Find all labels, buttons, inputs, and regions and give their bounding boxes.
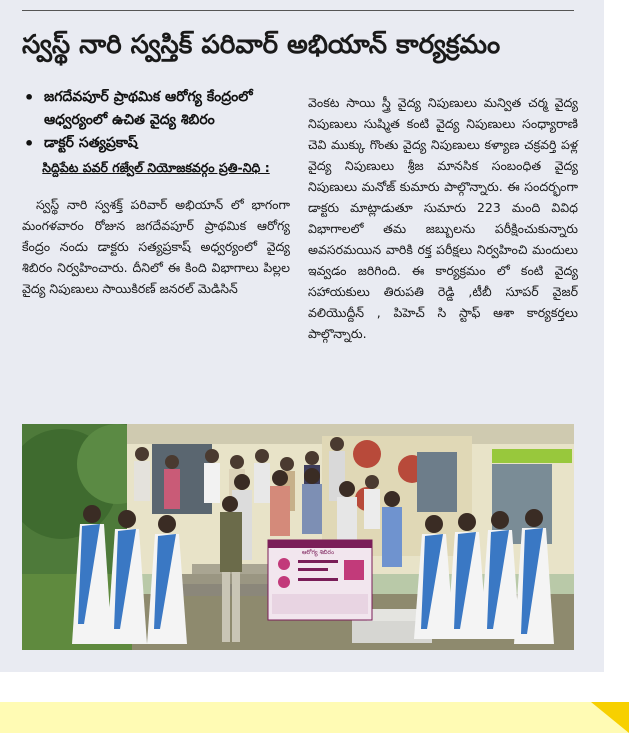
dateline-byline: సిద్దిపేట పవర్ గజ్వేల్ నియోజకవర్గం ప్రతి-నిధి : bbox=[42, 160, 270, 175]
event-photo bbox=[22, 424, 574, 650]
bottom-highlight-band bbox=[0, 702, 629, 733]
left-column bbox=[22, 86, 290, 299]
bullet-icon: • bbox=[24, 134, 35, 153]
group-photo-illustration bbox=[22, 424, 574, 650]
article-body-left: స్వస్థ్ నారి స్వశక్త్ పరివార్ అభియాన్ లో భాగంగా మంగళవారం రోజున జగదేవపూర్ ప్రాథమిక ఆరోగ్య కేంద్రం నందు డాక్టరు సత్యప్రకాష్ అధ్వర్యంలో వైద్య శిబిరం నిర్వహించారు. దీనిలో ఈ కింది విభాగాలు పిల్లల వైద్య నిపుణులు సాయికిరణ్ జనరల్ మెడిసిన్ bbox=[22, 197, 290, 296]
highlight-item bbox=[22, 86, 290, 132]
article-body-right: వెంకట సాయి స్త్రీ వైద్య నిపుణులు మన్విత చర్మ వైద్య నిపుణులు సుష్మిత కంటి వైద్య నిపుణులు సంధ్యారాణి చెవి ముక్కు గొంతు వైద్య నిపుణులు కళ్యాణ చక్రవర్తి పళ్ల వైద్య నిపుణులు శ్రీజ మానసిక సంబంధిత వైద్య నిపుణులు మనోజ్ కుమారు పాల్గొన్నారు. ఈ సందర్భంగా డాక్టరు మాట్లాడుతూ సుమారు 223 మంది వివిధ విభాగాలలో తమ జబ్బులను పరీక్షించుకున్నారు అవసరమయిన వారికి రక్త పరీక్షలు నిర్వహించి మందులు ఇవ్వడం జరిగింది. ఈ కార్యక్రమం లో కంటి వైద్య సహాయకులు తిరుపతి రెడ్డి ,టీబీ సూపర్ వైజర్ వలియొద్దీన్ , పిహెచ్ సి స్టాఫ్ ఆశా కార్యకర్తలు పాల్గొన్నారు. bbox=[308, 95, 578, 341]
highlight-list bbox=[22, 86, 290, 155]
right-column bbox=[308, 92, 578, 344]
top-rule-divider bbox=[22, 10, 574, 11]
photo-banner-caption: ఆరోగ్య శిబిరం bbox=[301, 549, 335, 556]
corner-fold-decoration bbox=[591, 702, 629, 733]
highlight-text: డాక్టర్ సత్యప్రకాష్ bbox=[44, 135, 138, 151]
bullet-icon: • bbox=[24, 88, 35, 107]
highlight-text: జగదేవపూర్ ప్రాథమిక ఆరోగ్య కేంద్రంలో ఆధ్వర్యంలో ఉచిత వైద్య శిబిరం bbox=[44, 89, 253, 128]
article-headline: స్వస్థ్ నారి స్వస్తిక్ పరివార్ అభియాన్ కార్యక్రమం bbox=[22, 30, 501, 60]
highlight-item bbox=[22, 132, 290, 155]
